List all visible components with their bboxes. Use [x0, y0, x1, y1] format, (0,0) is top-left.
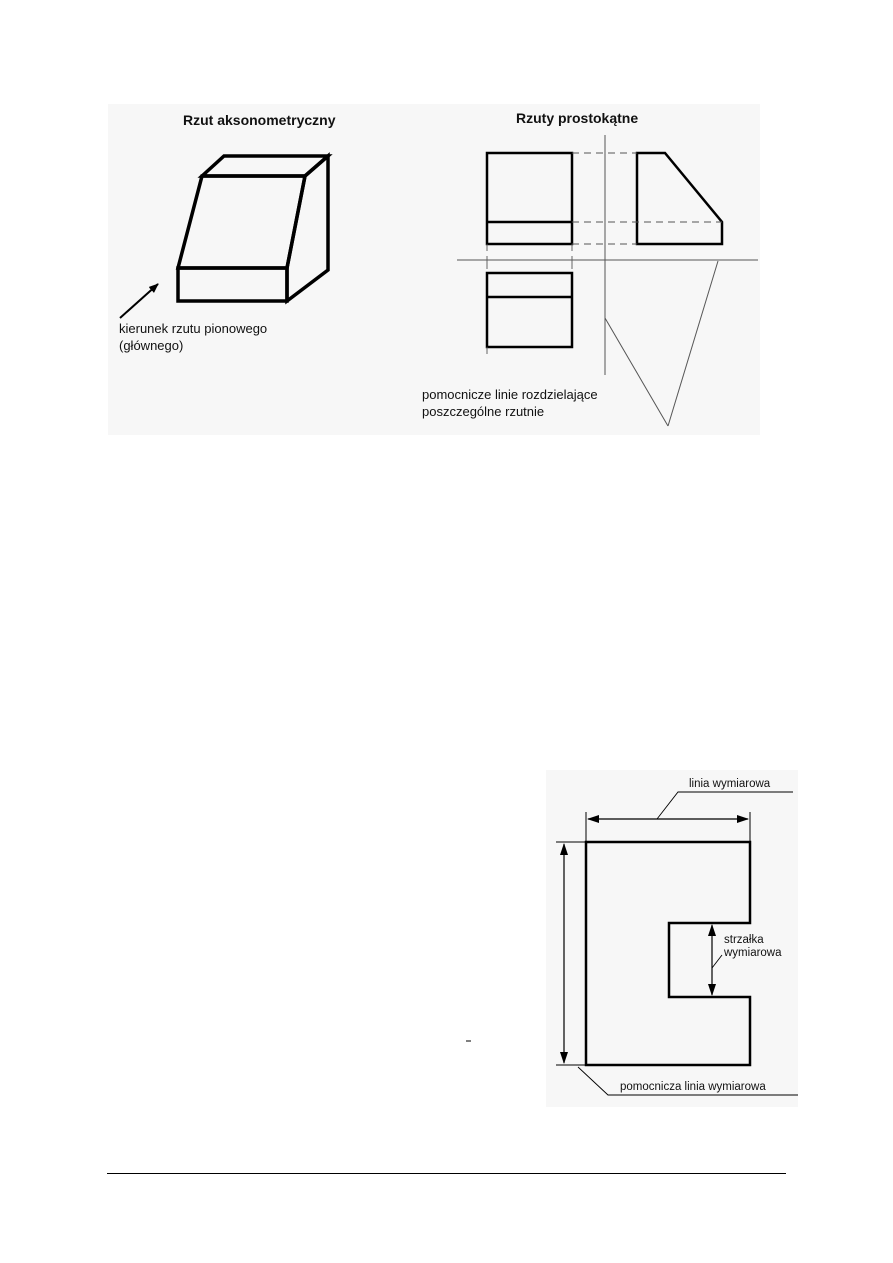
helper-lines-label-line1: pomocnicze linie rozdzielające — [422, 387, 598, 402]
axonometric-solid — [178, 156, 328, 301]
dimension-line-label: linia wymiarowa — [689, 778, 771, 790]
view-direction-arrow — [120, 284, 158, 318]
direction-label-line2: (głównego) — [119, 338, 184, 353]
dimension-arrow-label-line1: strzałka — [724, 934, 764, 946]
plane-separator-lines — [457, 135, 758, 426]
axonometric-title: Rzut aksonometryczny — [183, 112, 336, 128]
orthographic-title: Rzuty prostokątne — [516, 110, 639, 126]
extension-line-label: pomocnicza linia wymiarowa — [620, 1081, 766, 1093]
direction-label-line1: kierunek rzutu pionowego — [119, 321, 268, 336]
footer-rule — [107, 1173, 786, 1174]
dimension-arrow-label-line2: wymiarowa — [724, 947, 782, 959]
helper-lines-label-line2: poszczególne rzutnie — [422, 404, 545, 419]
leader-lines — [578, 792, 798, 1095]
